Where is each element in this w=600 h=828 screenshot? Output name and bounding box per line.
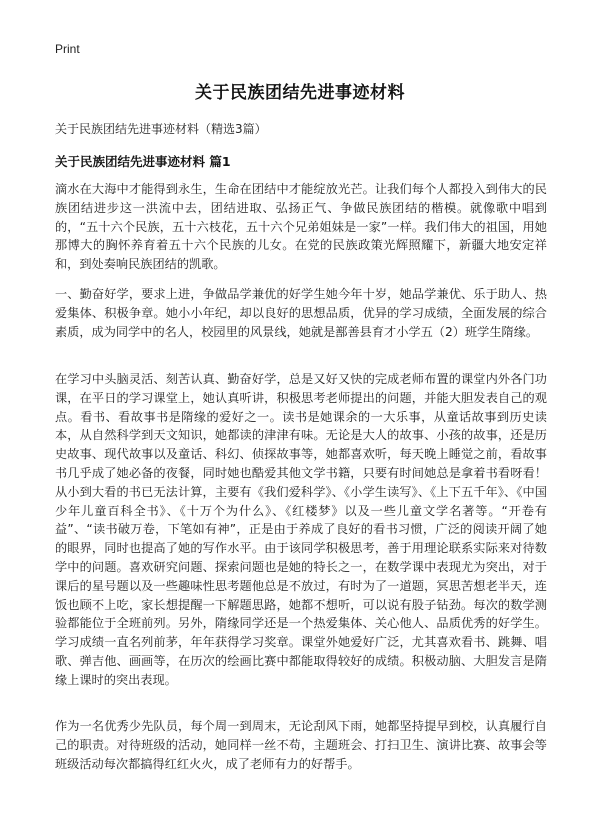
document-title: 关于民族团结先进事迹材料 bbox=[195, 83, 405, 103]
paragraph-4: 作为一名优秀少先队员，每个周一到周末，无论刮风下雨，她都坚持提早到校，认真履行自己的职责。对待班级的活动，她同样一丝不苟，主题班会、打扫卫生、演讲比赛、故事会等班级活动每次都搞得红红火火，成了老师有力的好帮手。 bbox=[55, 719, 547, 771]
paragraph-3: 在学习中头脑灵活、刻苦认真、勤奋好学，总是又好又快的完成老师布置的课堂内外各门功课，在平日的学习课堂上，她认真听讲，积极思考老师提出的问题，并能大胆发表自己的观点。看书、看故事书是隋缘的爱好之一。读书是她课余的一大乐事，从童话故事到历史读本，从自然科学到天文知识，她都读的津津有味。无论是大人的故事、小孩的故事，还是历史故事、现代故事以及童话、科幻、侦探故事等，她都喜欢听，每天晚上睡觉之前，看故事书几乎成了她必备的夜餐，同时她也酷爱其他文学书籍，只要有时间她总是拿着书看呀看！从小到大看的书已无法计算，主要有《我们爱科学》、《小学生读写》、《上下五千年》、《中国少年儿童百科全书》、《十万个为什么》、《红楼梦》以及一些儿童文学名著等。“开卷有益”、“读书破万卷，下笔如有神”，正是由于养成了良好的看书习惯，广泛的阅读开阔了她的眼界，同时也提高了她的写作水平。由于该同学积极思考，善于用理论联系实际来对待数学中的问题。喜欢研究问题、探索问题也是她的特长之一，在数学课中表现尤为突出，对于课后的星号题以及一些趣味性思考题他总是不放过，有时为了一道题，冥思苦想老半天，连饭也顾不上吃，家长想提醒一下解题思路，她都不想听，可以说有股子钻劲。每次的数学测验都能位于全班前列。另外，隋缘同学还是一个热爱集体、关心他人、品质优秀的好学生。学习成绩一直名列前茅，年年获得学习奖章。课堂外她爱好广泛，尤其喜欢看书、跳舞、唱歌、弹吉他、画画等，在历次的绘画比赛中都能取得较好的成绩。积极动脑、大胆发言是隋缘上课时的突出表现。 bbox=[55, 372, 547, 687]
paragraph-2: 一、勤奋好学，要求上进，争做品学兼优的好学生她今年十岁，她品学兼优、乐于助人、热爱集体、积极争章。她小小年纪，却以良好的思想品质，优异的学习成绩，全面发展的综合素质，成为同学中的名人，校园里的风景线，她就是鄯善县育才小学五（2）班学生隋缘。 bbox=[55, 287, 547, 339]
print-link[interactable]: Print bbox=[55, 42, 80, 56]
paragraph-1: 滴水在大海中才能得到永生，生命在团结中才能绽放光芒。让我们每个人都投入到伟大的民族团结进步这一洪流中去，团结进取、弘扬正气、争做民族团结的楷模。就像歌中唱到的，“五十六个民族，五十六枝花，五十六个兄弟姐妹是一家”一样。我们伟大的祖国，用她那博大的胸怀养育着五十六个民族的儿女。在党的民族政策光辉照耀下，新疆大地安定祥和，到处奏响民族团结的凯歌。 bbox=[55, 182, 547, 272]
section-heading: 关于民族团结先进事迹材料 篇1 bbox=[55, 154, 231, 169]
document-subtitle: 关于民族团结先进事迹材料（精选3篇） bbox=[55, 122, 267, 136]
